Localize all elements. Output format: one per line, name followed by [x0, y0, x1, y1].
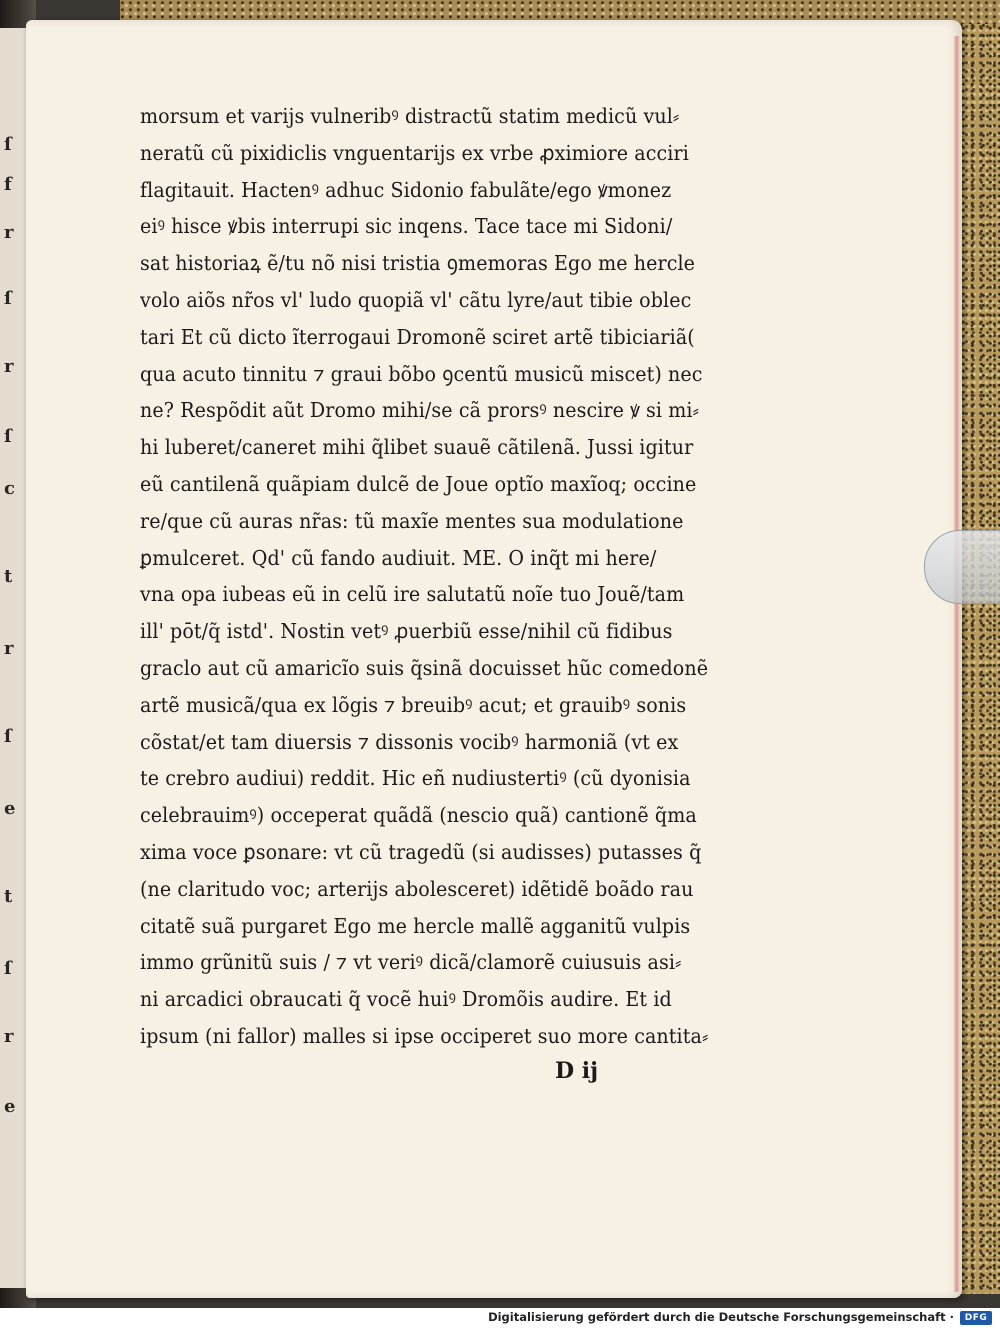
facing-page-glyph: c: [4, 478, 15, 499]
dfg-logo: DFG: [960, 1311, 992, 1325]
text-line: qua acuto tinnitu ⁊ graui bõbo ꝯcentũ musicũ miscet) nec: [140, 361, 703, 386]
text-line: sat historiaꝝ ẽ/tu nõ nisi tristia ꝯmemoras Ego me hercle: [140, 251, 696, 276]
text-line: neratũ cũ pixidiclis vnguentarijs ex vrbe ꝓximiore acciri: [140, 140, 689, 165]
text-line: te crebro audiui) reddit. Hic eñ nudiustertiꝰ (cũ dyonisia: [140, 766, 691, 791]
text-line: ipsum (ni fallor) malles si ipse occiperet suo more cantita⸗: [140, 1023, 709, 1048]
signature-mark: D ij: [555, 1058, 599, 1084]
text-line: ill' pōt/q̃ istd'. Nostin vetꝰ ꝓuerbiũ esse/nihil cũ fidibus: [140, 619, 673, 644]
facing-page-glyph: ſ: [4, 726, 12, 747]
text-line: ne? Respõdit aũt Dromo mihi/se cã prorsꝰ nescire ꝟ si mi⸗: [140, 398, 700, 423]
text-line: celebrauimꝰ) occeperat quãdã (nescio quã) cantionẽ q̃ma: [140, 803, 697, 828]
text-line: morsum et varijs vulneribꝰ distractũ statim medicũ vul⸗: [140, 104, 680, 128]
facing-page-glyph: e: [4, 1096, 16, 1117]
page-red-edge: [954, 36, 960, 1292]
text-line: (ne claritudo voc; arterijs abolesceret) idẽtidẽ boãdo rau: [140, 876, 694, 901]
text-line: volo aiõs nr̃os vl' ludo quopiã vl' cãtu lyre/aut tibie oblec: [140, 287, 692, 312]
facing-page-glyph: f: [4, 174, 12, 195]
text-line: cõstat/et tam diuersis ⁊ dissonis vocibꝰ harmoniã (vt ex: [140, 729, 679, 754]
text-line: graclo aut cũ amaricĩo suis q̃sinã docuisset hũc comedonẽ: [140, 655, 709, 680]
text-line: artẽ musicã/qua ex lõgis ⁊ breuibꝰ acut; et grauibꝰ sonis: [140, 692, 687, 717]
facing-page-glyph: t: [4, 566, 13, 587]
footer-bar: [0, 1308, 1000, 1328]
text-line: xima voce ꝑsonare: vt cũ tragedũ (si audisses) putasses q̃: [140, 839, 702, 864]
text-line: ni arcadici obraucati q̃ vocẽ huiꝰ Dromõis audire. Et id: [140, 987, 672, 1012]
text-line: flagitauit. Hactenꝰ adhuc Sidonio fabulãte/ego ꝟmonez: [140, 177, 672, 202]
facing-page-glyph: ſ: [4, 426, 12, 447]
funding-credit: Digitalisierung gefördert durch die Deutsche Forschungsgemeinschaft ·: [488, 1310, 954, 1324]
facing-page-glyph: ſ: [4, 958, 12, 979]
facing-page-glyph: r: [4, 222, 14, 243]
facing-page-glyph: r: [4, 638, 14, 659]
facing-page-glyph: r: [4, 1026, 14, 1047]
text-line: eũ cantilenã quãpiam dulcẽ de Joue optĩo maxĩoq; occine: [140, 471, 697, 496]
text-line: hi luberet/caneret mihi q̃libet suauẽ cãtilenã. Jussi igitur: [140, 435, 694, 460]
text-line: eiꝰ hisce ꝟbis interrupi sic inqens. Tace tace mi Sidoni/: [140, 214, 673, 239]
text-line: vna opa iubeas eũ in celũ ire salutatũ noĩe tuo Jouẽ/tam: [140, 582, 685, 607]
facing-page-glyph: r: [4, 356, 14, 377]
facing-page-glyph: e: [4, 798, 16, 819]
text-block: [140, 98, 720, 1055]
facing-page-glyph: ſ: [4, 288, 12, 309]
text-line: citatẽ suã purgaret Ego me hercle mallẽ agganitũ vulpis: [140, 913, 691, 938]
text-line: ꝑmulceret. Qd' cũ fando audiuit. ME. O inq̃t mi here/: [140, 545, 657, 570]
text-line: immo grũnitũ suis / ⁊ vt veriꝰ dicã/clamorẽ cuiusuis asi⸗: [140, 950, 682, 975]
page-holder-clip: [924, 530, 1000, 604]
facing-page-glyph: ſ: [4, 134, 12, 155]
text-line: re/que cũ auras nr̃as: tũ maxĩe mentes sua modulatione: [140, 508, 684, 533]
text-line: tari Et cũ dicto ĩterrogaui Dromonẽ sciret artẽ tibiciariã(: [140, 324, 695, 349]
facing-page-glyph: t: [4, 886, 13, 907]
